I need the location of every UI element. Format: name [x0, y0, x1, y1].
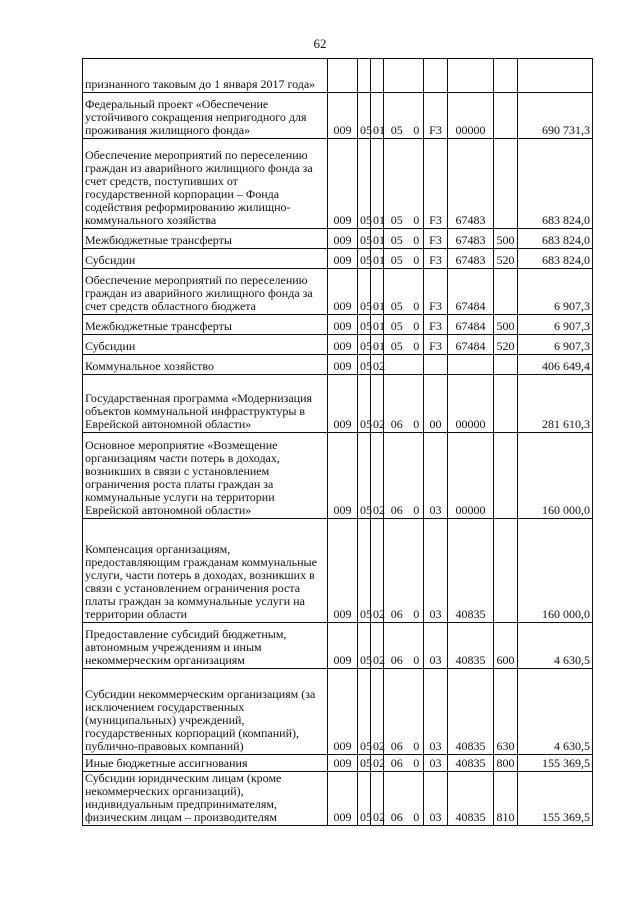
row-subsection: 02: [371, 433, 384, 519]
row-subprogram: 0: [410, 93, 424, 139]
row-direction: 00000: [448, 93, 494, 139]
row-ministry: 009: [328, 433, 358, 519]
row-subprogram: 0: [410, 335, 424, 355]
table-row: [83, 315, 593, 335]
table-row: [83, 669, 593, 755]
row-program: 06: [384, 519, 410, 623]
row-amount: 683 824,0: [518, 229, 593, 249]
budget-table: [82, 58, 593, 826]
row-direction: 67484: [448, 335, 494, 355]
row-project: F3: [424, 249, 448, 269]
row-direction: 00000: [448, 433, 494, 519]
row-direction: 67483: [448, 249, 494, 269]
row-project: F3: [424, 335, 448, 355]
row-direction: [448, 355, 494, 375]
row-name: Межбюджетные трансферты: [83, 229, 328, 249]
row-name: Субсидии: [83, 249, 328, 269]
row-expense-type: [494, 139, 518, 229]
row-expense-type: [494, 433, 518, 519]
row-program: 06: [384, 669, 410, 755]
row-direction: 40835: [448, 669, 494, 755]
row-name: Государственная программа «Модернизация объектов коммунальной инфраструктуры в Еврейской автономной области»: [83, 375, 328, 433]
row-expense-type: [494, 269, 518, 315]
row-program: 05: [384, 249, 410, 269]
row-amount: 160 000,0: [518, 519, 593, 623]
row-ministry: 009: [328, 139, 358, 229]
row-expense-type: 800: [494, 755, 518, 772]
row-expense-type: 500: [494, 315, 518, 335]
row-subsection: 01: [371, 229, 384, 249]
row-subprogram: 0: [410, 249, 424, 269]
row-section: 05: [358, 433, 371, 519]
row-expense-type: [494, 93, 518, 139]
row-name: Коммунальное хозяйство: [83, 355, 328, 375]
row-subsection: 02: [371, 755, 384, 772]
row-ministry: 009: [328, 249, 358, 269]
row-subprogram: 0: [410, 519, 424, 623]
row-section: 05: [358, 669, 371, 755]
row-amount: 6 907,3: [518, 335, 593, 355]
row-direction: 40835: [448, 772, 494, 826]
row-expense-type: 810: [494, 772, 518, 826]
row-project: F3: [424, 229, 448, 249]
row-direction: 40835: [448, 623, 494, 669]
row-amount: 683 824,0: [518, 139, 593, 229]
row-project: 03: [424, 623, 448, 669]
row-name: Компенсация организациям, предоставляющим гражданам коммунальные услуги, части потерь в доходах, возникших в связи с установлением ограничения роста платы граждан за коммунальные услуги на территории области: [83, 519, 328, 623]
row-name: Федеральный проект «Обеспечение устойчивого сокращения непригодного для проживания жилищного фонда»: [83, 93, 328, 139]
row-ministry: 009: [328, 755, 358, 772]
row-direction: 67484: [448, 269, 494, 315]
row-direction: 67483: [448, 139, 494, 229]
table-body: [83, 59, 593, 826]
row-name: Субсидии юридическим лицам (кроме некоммерческих организаций), индивидуальным предпринимателям, физическим лицам – производителям: [83, 772, 328, 826]
row-expense-type: 630: [494, 669, 518, 755]
row-project: 03: [424, 755, 448, 772]
row-amount: 683 824,0: [518, 249, 593, 269]
row-section: 05: [358, 755, 371, 772]
row-subsection: 01: [371, 335, 384, 355]
row-amount: 281 610,3: [518, 375, 593, 433]
row-ministry: 009: [328, 335, 358, 355]
row-amount: 406 649,4: [518, 355, 593, 375]
row-section: 05: [358, 335, 371, 355]
row-section: 05: [358, 93, 371, 139]
row-ministry: [328, 59, 358, 93]
table-row: [83, 772, 593, 826]
row-project: F3: [424, 139, 448, 229]
row-amount: 690 731,3: [518, 93, 593, 139]
row-project: F3: [424, 93, 448, 139]
row-subprogram: 0: [410, 269, 424, 315]
row-section: 05: [358, 269, 371, 315]
row-program: 06: [384, 772, 410, 826]
row-name: Субсидии: [83, 335, 328, 355]
row-section: 05: [358, 375, 371, 433]
row-subprogram: [410, 59, 424, 93]
row-project: [424, 59, 448, 93]
row-program: 05: [384, 93, 410, 139]
row-program: 06: [384, 433, 410, 519]
row-subprogram: 0: [410, 433, 424, 519]
row-expense-type: [494, 355, 518, 375]
row-direction: 00000: [448, 375, 494, 433]
row-name: Обеспечение мероприятий по переселению граждан из аварийного жилищного фонда за счет средств, поступивших от государственной корпорации – Фонда содействия реформированию жилищно-коммунального хозяйства: [83, 139, 328, 229]
row-program: 05: [384, 335, 410, 355]
row-program: 05: [384, 269, 410, 315]
row-ministry: 009: [328, 229, 358, 249]
row-program: 05: [384, 315, 410, 335]
row-subprogram: 0: [410, 315, 424, 335]
row-section: 05: [358, 355, 371, 375]
row-section: 05: [358, 139, 371, 229]
row-name: Межбюджетные трансферты: [83, 315, 328, 335]
row-expense-type: [494, 59, 518, 93]
row-subsection: 01: [371, 93, 384, 139]
row-amount: [518, 59, 593, 93]
row-subsection: 01: [371, 249, 384, 269]
row-expense-type: 500: [494, 229, 518, 249]
table-row: [83, 249, 593, 269]
row-subprogram: 0: [410, 623, 424, 669]
row-ministry: 009: [328, 375, 358, 433]
table-row: [83, 755, 593, 772]
row-program: 06: [384, 755, 410, 772]
table-row: [83, 335, 593, 355]
table-row: [83, 375, 593, 433]
row-project: 00: [424, 375, 448, 433]
row-name: Обеспечение мероприятий по переселению граждан из аварийного жилищного фонда за счет средств областного бюджета: [83, 269, 328, 315]
row-name: признанного таковым до 1 января 2017 года»: [83, 59, 328, 93]
row-expense-type: [494, 519, 518, 623]
row-amount: 6 907,3: [518, 269, 593, 315]
row-ministry: 009: [328, 669, 358, 755]
table-row: [83, 519, 593, 623]
row-subsection: 02: [371, 355, 384, 375]
row-project: 03: [424, 519, 448, 623]
row-subsection: 02: [371, 375, 384, 433]
row-direction: 67484: [448, 315, 494, 335]
row-amount: 160 000,0: [518, 433, 593, 519]
row-amount: 155 369,5: [518, 755, 593, 772]
row-program: [384, 355, 410, 375]
row-amount: 155 369,5: [518, 772, 593, 826]
row-amount: 6 907,3: [518, 315, 593, 335]
table-row: [83, 229, 593, 249]
row-direction: 40835: [448, 755, 494, 772]
row-subsection: [371, 59, 384, 93]
row-subsection: 01: [371, 315, 384, 335]
row-subsection: 01: [371, 139, 384, 229]
table-row: [83, 269, 593, 315]
row-subsection: 02: [371, 519, 384, 623]
row-expense-type: [494, 375, 518, 433]
row-subsection: 02: [371, 772, 384, 826]
row-direction: 40835: [448, 519, 494, 623]
table-row: [83, 355, 593, 375]
row-expense-type: 520: [494, 335, 518, 355]
row-direction: 67483: [448, 229, 494, 249]
row-subprogram: 0: [410, 755, 424, 772]
table-row: [83, 59, 593, 93]
row-name: Предоставление субсидий бюджетным, автономным учреждениям и иным некоммерческим организациям: [83, 623, 328, 669]
row-subprogram: 0: [410, 772, 424, 826]
row-project: F3: [424, 315, 448, 335]
row-program: 06: [384, 375, 410, 433]
row-amount: 4 630,5: [518, 623, 593, 669]
table-row: [83, 433, 593, 519]
row-ministry: 009: [328, 772, 358, 826]
table-row: [83, 623, 593, 669]
row-ministry: 009: [328, 355, 358, 375]
row-section: 05: [358, 315, 371, 335]
row-subprogram: 0: [410, 139, 424, 229]
row-section: 05: [358, 249, 371, 269]
row-section: 05: [358, 772, 371, 826]
row-name: Основное мероприятие «Возмещение организациям части потерь в доходах, возникших в связи с установлением ограничения роста платы граждан за коммунальные услуги на территории Еврейской автономной области»: [83, 433, 328, 519]
row-subsection: 02: [371, 623, 384, 669]
row-section: 05: [358, 519, 371, 623]
row-project: [424, 355, 448, 375]
row-name: Субсидии некоммерческим организациям (за исключением государственных (муниципальных) учреждений, государственных корпораций (компаний), публично-правовых компаний): [83, 669, 328, 755]
row-ministry: 009: [328, 93, 358, 139]
table-row: [83, 93, 593, 139]
row-ministry: 009: [328, 623, 358, 669]
row-expense-type: 520: [494, 249, 518, 269]
row-section: 05: [358, 623, 371, 669]
row-subsection: 02: [371, 669, 384, 755]
row-name: Иные бюджетные ассигнования: [83, 755, 328, 772]
row-ministry: 009: [328, 315, 358, 335]
row-amount: 4 630,5: [518, 669, 593, 755]
row-subprogram: 0: [410, 669, 424, 755]
page-number: 62: [313, 36, 327, 51]
row-program: [384, 59, 410, 93]
row-program: 06: [384, 623, 410, 669]
row-program: 05: [384, 139, 410, 229]
row-section: 05: [358, 229, 371, 249]
row-project: 03: [424, 772, 448, 826]
row-section: [358, 59, 371, 93]
row-subsection: 01: [371, 269, 384, 315]
row-subprogram: [410, 355, 424, 375]
row-subprogram: 0: [410, 229, 424, 249]
row-project: F3: [424, 269, 448, 315]
row-expense-type: 600: [494, 623, 518, 669]
row-direction: [448, 59, 494, 93]
table-row: [83, 139, 593, 229]
row-ministry: 009: [328, 269, 358, 315]
row-ministry: 009: [328, 519, 358, 623]
row-project: 03: [424, 433, 448, 519]
row-subprogram: 0: [410, 375, 424, 433]
row-program: 05: [384, 229, 410, 249]
row-project: 03: [424, 669, 448, 755]
